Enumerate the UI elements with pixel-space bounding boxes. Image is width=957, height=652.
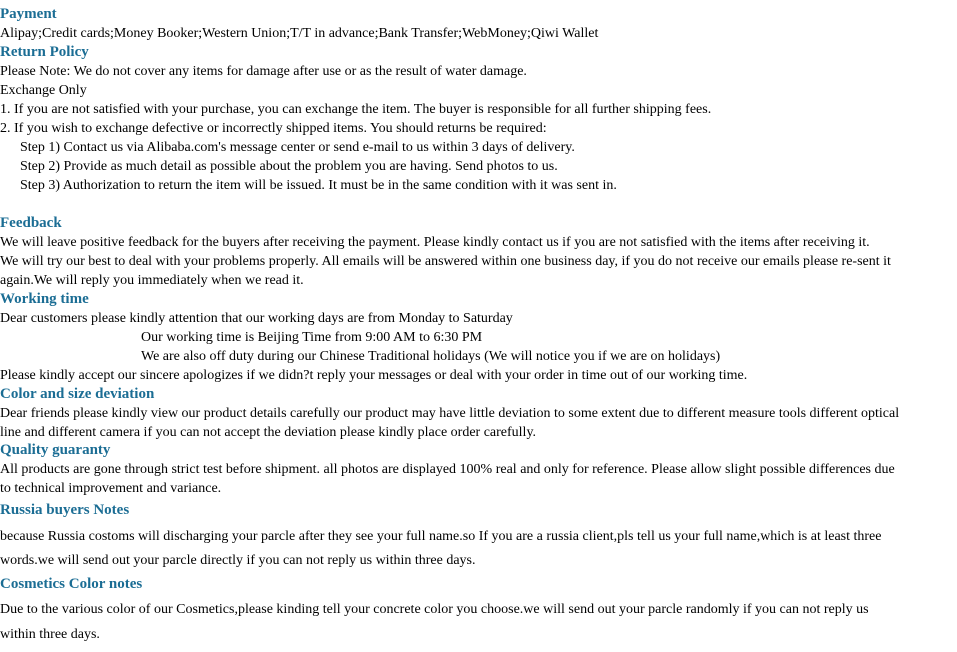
cosmetics-line-1: Due to the various color of our Cosmetics,please kinding tell your concrete color you choose.we will send out your parcle randomly if you can not reply us <box>0 602 869 617</box>
return-policy-heading: Return Policy <box>0 44 89 60</box>
payment-heading: Payment <box>0 6 57 22</box>
return-step-2: Step 2) Provide as much detail as possible about the problem you are having. Send photos to us. <box>20 159 558 174</box>
feedback-line-2: We will try our best to deal with your problems properly. All emails will be answered within one business day, if you do not receive our emails please re-sent it <box>0 254 891 269</box>
feedback-line-3: again.We will reply you immediately when we read it. <box>0 273 304 288</box>
return-policy-item-1: 1. If you are not satisfied with your purchase, you can exchange the item. The buyer is responsible for all further shipping fees. <box>0 102 712 117</box>
payment-methods: Alipay;Credit cards;Money Booker;Western Union;T/T in advance;Bank Transfer;WebMoney;Qiwi Wallet <box>0 26 599 41</box>
working-time-apology: Please kindly accept our sincere apologizes if we didn?t reply your messages or deal with your order in time out of our working time. <box>0 368 748 383</box>
quality-line-2: to technical improvement and variance. <box>0 481 222 496</box>
working-time-holidays: We are also off duty during our Chinese Traditional holidays (We will notice you if we are on holidays) <box>141 349 721 364</box>
return-policy-note: Please Note: We do not cover any items for damage after use or as the result of water damage. <box>0 64 527 79</box>
russia-heading: Russia buyers Notes <box>0 502 130 518</box>
return-policy-exchange-only: Exchange Only <box>0 83 87 98</box>
working-time-heading: Working time <box>0 291 89 307</box>
color-size-heading: Color and size deviation <box>0 386 155 402</box>
cosmetics-line-2: within three days. <box>0 627 100 642</box>
color-size-line-1: Dear friends please kindly view our product details carefully our product may have little deviation to some extent due to different measure tools different optical <box>0 406 900 421</box>
return-step-3: Step 3) Authorization to return the item will be issued. It must be in the same condition with it was sent in. <box>20 178 617 193</box>
quality-line-1: All products are gone through strict test before shipment. all photos are displayed 100% real and only for reference. Please allow slight possible differences due <box>0 462 895 477</box>
return-policy-item-2: 2. If you wish to exchange defective or incorrectly shipped items. You should returns be required: <box>0 121 547 136</box>
feedback-heading: Feedback <box>0 215 62 231</box>
working-time-hours: Our working time is Beijing Time from 9:00 AM to 6:30 PM <box>141 330 483 345</box>
working-time-intro: Dear customers please kindly attention that our working days are from Monday to Saturday <box>0 311 513 326</box>
quality-heading: Quality guaranty <box>0 442 111 458</box>
return-step-1: Step 1) Contact us via Alibaba.com's message center or send e-mail to us within 3 days of delivery. <box>20 140 575 155</box>
color-size-line-2: line and different camera if you can not accept the deviation please kindly place order carefully. <box>0 425 537 440</box>
cosmetics-heading: Cosmetics Color notes <box>0 576 143 592</box>
russia-line-1: because Russia costoms will discharging your parcle after they see your full name.so If you are a russia client,pls tell us your full name,which is at least three <box>0 529 882 544</box>
russia-line-2: words.we will send out your parcle directly if you can not reply us within three days. <box>0 553 476 568</box>
feedback-line-1: We will leave positive feedback for the buyers after receiving the payment. Please kindly contact us if you are not satisfied with the items after receiving it. <box>0 235 870 250</box>
